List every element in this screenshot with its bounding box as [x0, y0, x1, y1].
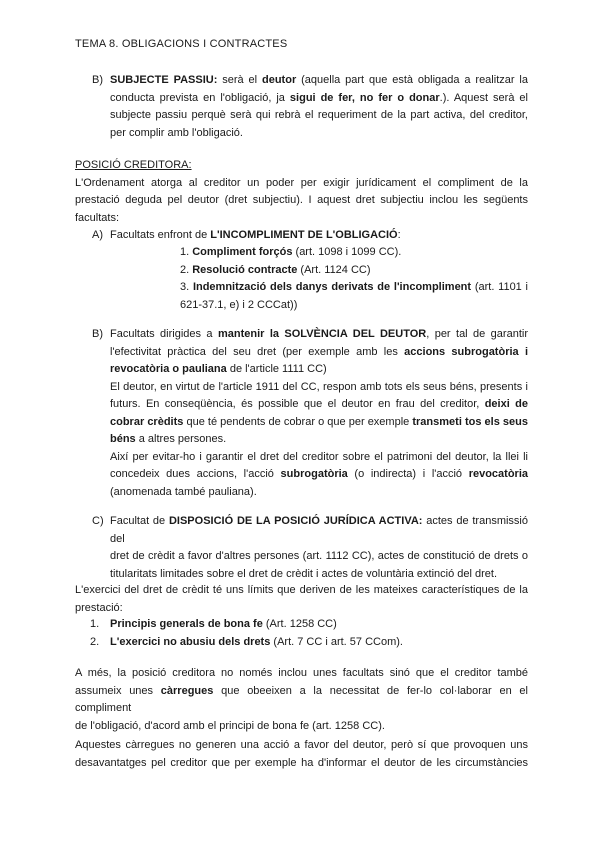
disposicio-paragraph: Facultat de DISPOSICIÓ DE LA POSICIÓ JURÍDICA ACTIVA: actes de transmissió del dret de crèdit a favor d'altres persones (art. 1112 CC), actes de constitució de drets o titularitats limitades sobre el dret de crèdit i actes de voluntària extinció del dret. — [110, 515, 528, 580]
section-c-marker: C) — [92, 515, 104, 527]
list-item: 1. Principis generals de bona fe (Art. 1258 CC) — [90, 618, 337, 630]
solvencia-paragraph: Facultats dirigides a mantenir la SOLVÈNCIA DEL DEUTOR, per tal de garantir l'efectivitat pràctica del seu dret (per exemple amb les accions subrogatòria i revocatòria o pauliana de l'article 1111 CC) El deutor, en virtut de l'article 1911 del CC, respon amb tots els seus béns, presents i futurs. En conseqüència, és possible que el deutor en frau del creditor, deixi de cobrar crèdits que té pendents de cobrar o que per exemple transmeti tos els seus béns a altres persones. Així per evitar-ho i garantir el dret del creditor sobre el patrimoni del deutor, la llei li concedeix dues accions, l'acció subrogatòria (o indirecta) i l'acció revocatòria (anomenada també pauliana). — [110, 328, 528, 498]
section-title: POSICIÓ CREDITORA: — [75, 159, 192, 171]
facultats-incompliment: Facultats enfront de L'INCOMPLIMENT DE L'OBLIGACIÓ: — [110, 229, 401, 241]
subjecte-passiu-paragraph: SUBJECTE PASSIU: serà el deutor (aquella part que està obligada a realitzar la conducta prevista en l'obligació, ja sigui de fer, no fer o donar.). Aquest serà el subjecte passiu perquè serà qui rebrà el requeriment de la part activa, del creditor, per complir amb l'obligació. — [110, 74, 528, 139]
list-item: 2. L'exercici no abusiu dels drets (Art. 7 CC i art. 57 CCom). — [90, 635, 403, 648]
carregues-paragraph: A més, la posició creditora no només inclou unes facultats sinó que el creditor també assumeix unes càrregues que obeeixen a la necessitat de fer-lo col·laborar en el compliment de l'obligació, d'acord amb el principi de bona fe (art. 1258 CC). — [75, 667, 528, 732]
posicio-creditora-section: POSICIÓ CREDITORA: L'Ordenament atorga al creditor un poder per exigir jurídicament el compliment de la prestació deguda pel deutor (dret subjectiu). I aquest dret subjectiu inclou les següents facultats: — [75, 159, 528, 224]
list-item: 1. Compliment forçós (art. 1098 i 1099 CC). — [180, 246, 402, 258]
list-item: 3. Indemnització dels danys derivats de l'incompliment (art. 1101 i — [180, 281, 528, 293]
section-b-marker: B) — [92, 74, 103, 86]
list-item: 2. Resolució contracte (Art. 1124 CC) — [180, 263, 371, 276]
limits-list — [90, 616, 528, 651]
limits-paragraph: L'exercici del dret de crèdit té uns límits que deriven de les mateixes característiques de la prestació: — [75, 584, 528, 614]
section-a-marker: A) — [92, 229, 103, 241]
final-paragraph: Aquestes càrregues no generen una acció a favor del deutor, però sí que provoquen uns desavantatges pel creditor que per exemple ha d'informar el deutor de les circumstàncies — [75, 739, 528, 769]
page-header: TEMA 8. OBLIGACIONS I CONTRACTES — [75, 38, 288, 50]
section-b2-marker: B) — [92, 328, 103, 340]
incompliment-list: 1. Compliment forçós (art. 1098 i 1099 CC). 2. Resolució contracte (Art. 1124 CC) 3. Indemnització dels danys derivats de l'incompliment (art. 1101 i 621-37.1, e) i 2 CCCat)) — [180, 246, 528, 311]
